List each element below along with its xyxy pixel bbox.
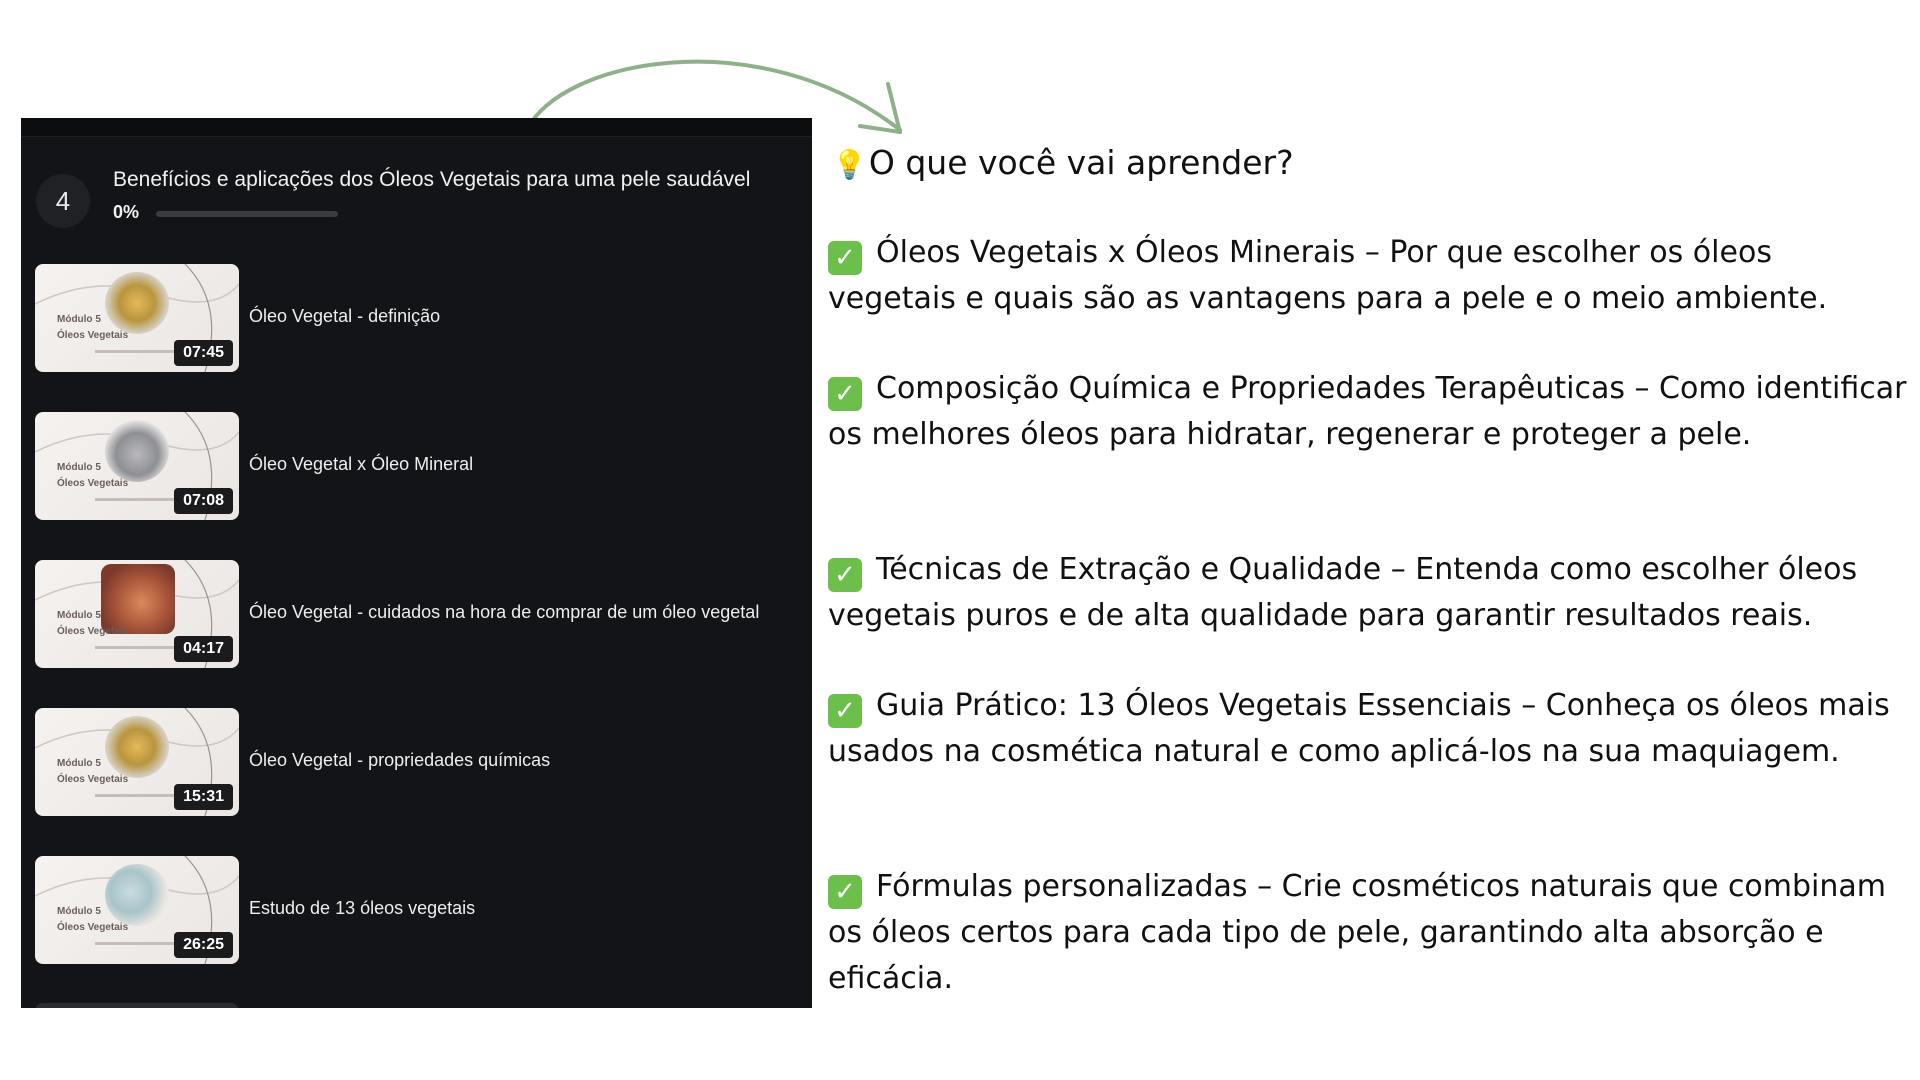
thumbnail-caption [95, 794, 175, 797]
lesson-thumbnail[interactable] [35, 264, 239, 372]
thumbnail-caption [95, 942, 175, 945]
thumbnail-module-label: Módulo 5 [57, 758, 101, 769]
thumbnail-module-label: Módulo 5 [57, 906, 101, 917]
lesson-thumbnail[interactable] [35, 412, 239, 520]
lesson-item[interactable] [35, 264, 810, 374]
lesson-duration: 26:25 [174, 932, 233, 958]
checkmark-icon: ✓ [828, 558, 862, 592]
module-progress-bar [156, 211, 338, 217]
thumbnail-caption [95, 646, 175, 649]
lesson-item[interactable] [35, 708, 810, 818]
thumbnail-module-label: Módulo 5 [57, 610, 101, 621]
module-number-badge: 4 [36, 174, 90, 228]
checkmark-icon: ✓ [828, 377, 862, 411]
thumbnail-module-label: Módulo 5 [57, 462, 101, 473]
learn-heading [832, 143, 1294, 182]
benefit-item [828, 547, 1908, 639]
thumbnail-caption [95, 350, 175, 353]
lesson-title[interactable]: Óleo Vegetal - cuidados na hora de comprar de um óleo vegetal [249, 602, 760, 622]
lesson-duration: 07:45 [174, 340, 233, 366]
lesson-item[interactable] [35, 560, 810, 670]
lesson-thumbnail-partial [35, 1003, 239, 1008]
benefit-item [828, 864, 1908, 1002]
lesson-title[interactable]: Óleo Vegetal - propriedades químicas [249, 750, 551, 770]
panel-top-bar [21, 118, 812, 137]
benefit-text: Técnicas de Extração e Qualidade – Entenda como escolher óleos vegetais puros e de alta qualidade para garantir resultados reais. [828, 552, 1858, 633]
thumbnail-subject-label: Óleos Vegetais [57, 478, 129, 489]
lesson-item[interactable] [35, 412, 810, 522]
checkmark-icon: ✓ [828, 241, 862, 275]
lesson-thumbnail[interactable] [35, 708, 239, 816]
lightbulb-icon: 💡 [832, 148, 867, 181]
module-progress-label: 0% [113, 202, 140, 222]
thumbnail-subject-label: Óleos Vegetais [57, 330, 129, 341]
lesson-thumbnail[interactable] [35, 560, 239, 668]
checkmark-icon: ✓ [828, 694, 862, 728]
checkmark-icon: ✓ [828, 875, 862, 909]
thumbnail-caption [95, 498, 175, 501]
lesson-thumbnail[interactable] [35, 856, 239, 964]
thumbnail-subject-label: Óleos Vegetais [57, 922, 129, 933]
lesson-duration: 04:17 [174, 636, 233, 662]
lesson-duration: 15:31 [174, 784, 233, 810]
lesson-title[interactable]: Óleo Vegetal x Óleo Mineral [249, 454, 474, 474]
module-title[interactable]: Benefícios e aplicações dos Óleos Vegetais para uma pele saudável [113, 168, 751, 191]
benefit-item [828, 230, 1908, 322]
benefit-text: Fórmulas personalizadas – Crie cosméticos naturais que combinam os óleos certos para cada tipo de pele, garantindo alta absorção e eficácia. [828, 869, 1887, 996]
learn-heading-text: O que você vai aprender? [868, 143, 1294, 182]
lesson-title[interactable]: Óleo Vegetal - definição [249, 306, 441, 326]
lesson-duration: 07:08 [174, 488, 233, 514]
lesson-title[interactable]: Estudo de 13 óleos vegetais [249, 898, 476, 918]
benefit-text: Guia Prático: 13 Óleos Vegetais Essenciais – Conheça os óleos mais usados na cosmética natural e como aplicá-los na sua maquiagem. [828, 688, 1890, 769]
benefit-text: Óleos Vegetais x Óleos Minerais – Por que escolher os óleos vegetais e quais são as vantagens para a pele e o meio ambiente. [828, 235, 1828, 316]
thumbnail-module-label: Módulo 5 [57, 314, 101, 325]
thumbnail-subject-label: Óleos Vegetais [57, 626, 129, 637]
thumbnail-subject-label: Óleos Vegetais [57, 774, 129, 785]
benefit-item [828, 683, 1908, 775]
benefit-item [828, 366, 1908, 458]
benefit-text: Composição Química e Propriedades Terapêuticas – Como identificar os melhores óleos para hidratar, regenerar e proteger a pele. [828, 371, 1907, 452]
lesson-item[interactable] [35, 856, 810, 966]
course-module-panel [21, 118, 812, 1008]
